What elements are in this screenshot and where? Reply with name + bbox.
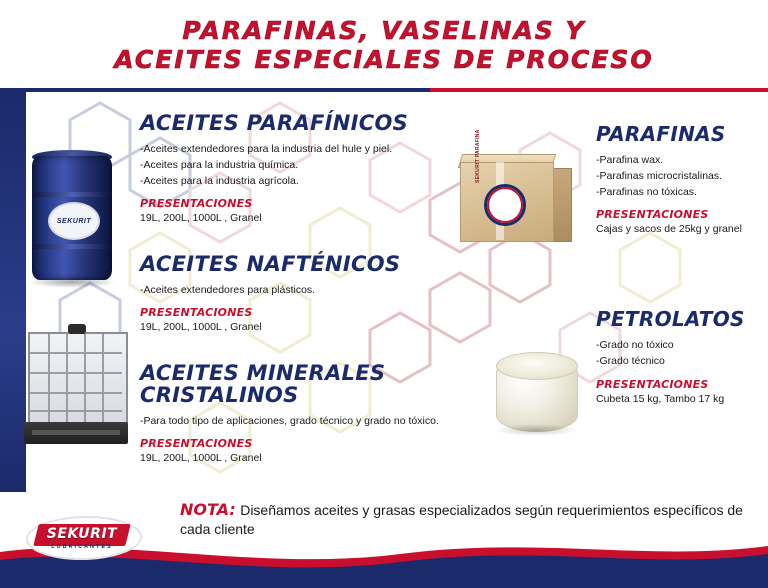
tote-grid-line <box>48 334 50 422</box>
bullet-list <box>140 142 440 189</box>
section-petrolatos <box>596 309 764 407</box>
presentations-value: 19L, 200L, 1000L , Granel <box>140 212 262 225</box>
list-item: -Parafinas no tóxicas. <box>596 185 697 198</box>
section-title: ACEITES PARAFÍNICOS <box>140 111 409 135</box>
section-title: PARAFINAS <box>596 122 726 146</box>
section-aceites-minerales-cristalinos <box>140 362 440 467</box>
bullet-list <box>140 414 440 430</box>
presentations-value: Cubeta 15 kg, Tambo 17 kg <box>596 392 725 405</box>
presentations-label: PRESENTACIONES <box>140 197 253 211</box>
drum-rib <box>32 192 112 197</box>
tote-grid-line <box>66 334 68 422</box>
bullet-list <box>596 153 764 200</box>
list-item: -Grado técnico <box>596 355 665 368</box>
tub-shadow <box>494 424 578 436</box>
logo-subtitle: LUBRICANTES <box>51 544 113 550</box>
presentations-label: PRESENTACIONES <box>596 377 709 391</box>
tote-cage <box>28 332 128 424</box>
page-title-line-2: ACEITES ESPECIALES DE PROCESO <box>114 45 654 74</box>
tub-lip <box>496 352 578 380</box>
tote-grid-line <box>30 392 122 394</box>
presentations-value: 19L, 200L, 1000L , Granel <box>140 452 262 465</box>
cardboard-box-image <box>450 129 572 252</box>
tote-grid-line <box>30 372 122 374</box>
list-item: -Aceites para la industria agrícola. <box>140 174 299 187</box>
petrolatum-tub-image <box>490 348 582 440</box>
note-text: Diseñamos aceites y grasas especializados según requerimientos específicos de cada cliente <box>180 502 743 537</box>
list-item: -Grado no tóxico <box>596 339 674 352</box>
presentations-label: PRESENTACIONES <box>596 208 709 222</box>
tote-cap <box>68 324 86 334</box>
note-block <box>180 500 755 539</box>
list-item: -Aceites para la industria química. <box>140 158 299 171</box>
note-label: NOTA: <box>180 500 236 519</box>
presentations-label: PRESENTACIONES <box>140 437 253 451</box>
drum-rib <box>32 244 112 249</box>
list-item: -Para todo tipo de aplicaciones, grado técnico y grado no tóxico. <box>140 414 439 427</box>
page-title-line-1: PARAFINAS, VASELINAS Y <box>182 16 586 45</box>
sekurit-logo <box>26 510 144 562</box>
tote-pallet <box>24 422 128 444</box>
section-aceites-parafinicos <box>140 112 440 227</box>
bullet-list <box>596 338 764 370</box>
presentations-label: PRESENTACIONES <box>140 306 253 320</box>
tote-grid-line <box>30 352 122 354</box>
blue-drum-image <box>26 146 118 286</box>
section-parafinas <box>596 124 764 237</box>
tote-grid-line <box>84 334 86 422</box>
presentations-value: Cajas y sacos de 25kg y granel <box>596 223 742 236</box>
poster-header <box>0 0 768 92</box>
left-blue-edge <box>0 92 26 492</box>
drum-shadow <box>28 276 116 288</box>
tote-grid-line <box>102 334 104 422</box>
list-item: -Aceites extendedores para plásticos. <box>140 283 316 296</box>
drum-label: SEKURIT <box>48 202 100 240</box>
tote-grid-line <box>30 410 122 412</box>
section-aceites-naftenicos <box>140 253 440 336</box>
section-title: ACEITES NAFTÉNICOS <box>140 251 401 276</box>
list-item: -Parafina wax. <box>596 154 664 166</box>
right-content-column <box>596 124 764 423</box>
bullet-list <box>140 283 440 299</box>
list-item: -Aceites extendedores para la industria del hule y piel. <box>140 143 393 156</box>
box-logo <box>484 184 526 226</box>
section-title: PETROLATOS <box>596 307 745 332</box>
left-content-column <box>140 112 440 467</box>
box-side-text: SEKURIT PARAFINA <box>475 129 481 183</box>
poster-footer <box>0 492 768 588</box>
logo-name: SEKURIT <box>46 526 118 542</box>
ibc-tote-image <box>24 330 128 450</box>
section-title: ACEITES MINERALES CRISTALINOS <box>140 360 386 407</box>
list-item: -Parafinas microcristalinas. <box>596 169 723 182</box>
presentations-value: 19L, 200L, 1000L , Granel <box>140 321 262 334</box>
